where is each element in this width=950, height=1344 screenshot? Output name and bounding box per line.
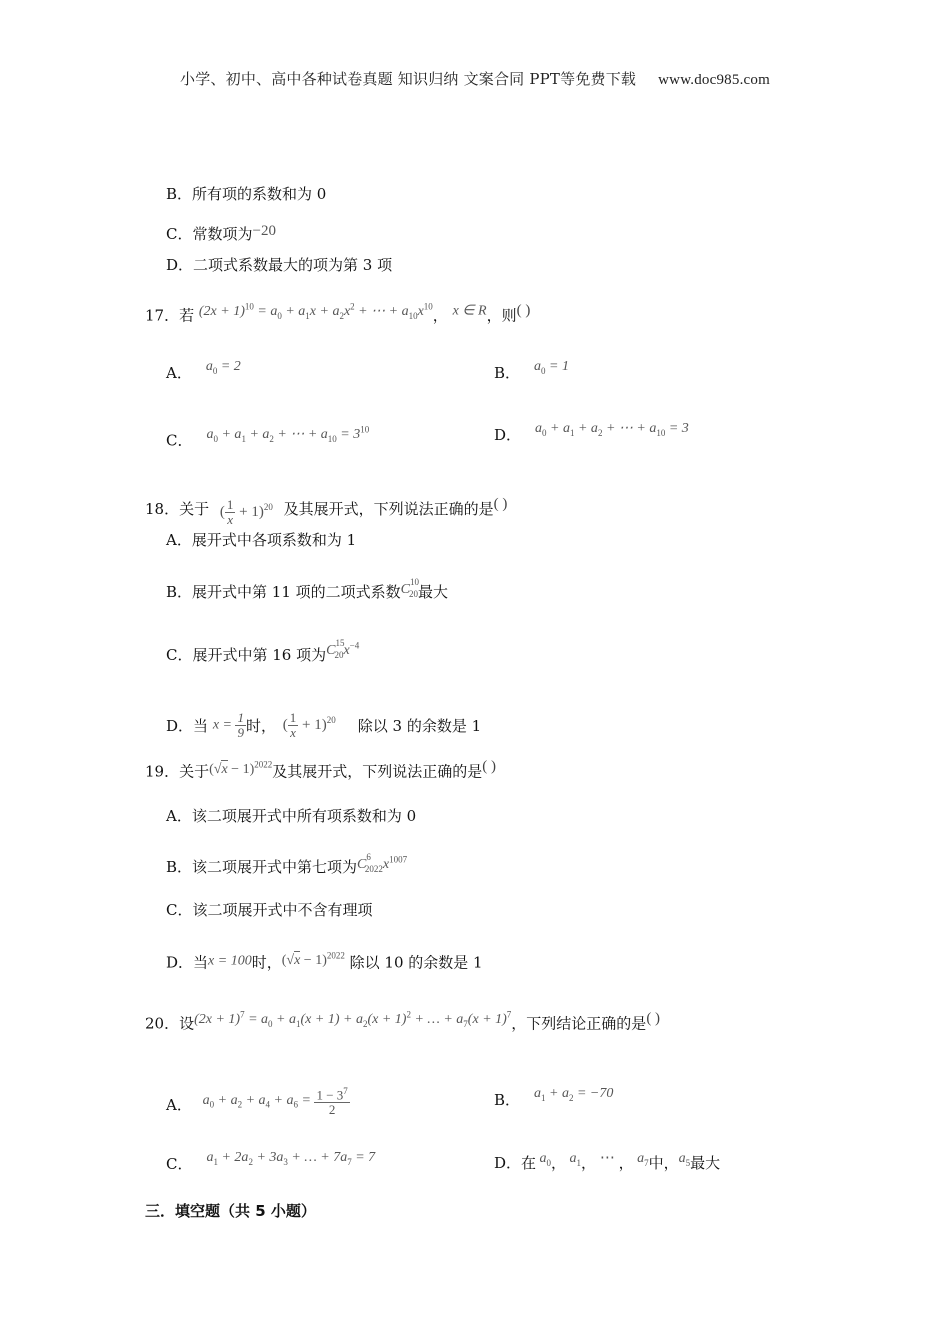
q17-option-b: B． $a_0 = 1$ (494, 359, 569, 382)
q17-option-d: D． $a_0 + a_1 + a_2$ + ⋯ + $a_{10} = 3$ (494, 421, 689, 444)
q17-option-a: A． $a_0 = 2$ (166, 359, 241, 382)
section-heading-fill-in: 三．填空题（共 5 小题） (145, 1202, 316, 1220)
q18-option-b: B．展开式中第 11 项的二项式系数$C^{10}_{20}$最大 (166, 577, 449, 601)
q19-option-d: D．当x = 100时，$(√x - 1)^{2022}$ 除以 10 的余数是 1 (166, 950, 483, 972)
q16-option-d: D．二项式系数最大的项为第 3 项 (166, 256, 393, 274)
q18-expression: ( $\frac{1}{x}$ + 1)$^{20}$ (219, 497, 273, 528)
q17-option-c: C． $a_0 + a_1 + a_2$ + ⋯ + $a_{10} = 3^{10}$ (166, 424, 370, 450)
q17-answer-blank: ( ) (516, 302, 531, 319)
q16-c-value: −20 (252, 223, 276, 239)
q18-option-a: A．展开式中各项系数和为 1 (166, 531, 357, 549)
q19-expression: $(√x - 1)^{2022}$ (209, 759, 273, 777)
q20-option-a: A． $a_0 + a_2 + a_4 + a_6$ = $\frac{1 - 3^7}{2}$ (166, 1086, 348, 1118)
q19-stem: 19．关于$(√x - 1)^{2022}$及其展开式，下列说法正确的是( ) (145, 758, 496, 781)
q20-option-c: C． $a_1 + 2a_2 + 3a_3$ + … + $7a_7 = 7$ (166, 1150, 376, 1173)
q20-answer-blank: ( ) (646, 1010, 661, 1027)
q20-stem: 20．设$(2x + 1)^7 = a_0 + a_1(x + 1) + a_2(x + 1)^2$ + … + $a_7(x + 1)^7$，下列结论正确的是( ) (145, 1009, 661, 1033)
q16-option-c: C．常数项为−20 (166, 223, 276, 243)
q19-option-b: B．该二项展开式中第七项为$C^6_{2022}x^{1007}$ (166, 852, 408, 876)
q20-formula: $(2x + 1)^7 = a_0 + a_1(x + 1) + a_2(x + 1)^2$ + … + $a_7(x + 1)^7$ (194, 1009, 512, 1029)
page-header (0, 68, 950, 89)
q16-option-b: B．所有项的系数和为 0 (166, 185, 327, 203)
q17-formula: $(2x + 1)^{10} = a_0 + a_1x + a_2x^2$ + ⋯ + $a_{10}x^{10}$ (198, 301, 433, 321)
q17-stem: 17．若 $(2x + 1)^{10} = a_0 + a_1x + a_2x^2$ + ⋯ + $a_{10}x^{10}$， x ∈ R，则( ) (145, 301, 531, 325)
q20-option-d: D．在 $a_0$， $a_1$， ⋯ ， $a_7$中，$a_5$最大 (494, 1150, 721, 1172)
q18-option-d: D．当 x = $\frac{1}{9}$ 时， ( $\frac{1}{x}$ + 1)$^{20}$ 除以 3 的余数是 1 (166, 710, 482, 741)
q18-stem: 18．关于 ( $\frac{1}{x}$ + 1)$^{20}$ 及其展开式，下列说法正确的是( ) (145, 496, 508, 528)
q17-condition: x ∈ R (452, 303, 487, 319)
q19-option-c: C．该二项展开式中不含有理项 (166, 901, 373, 919)
q18-answer-blank: ( ) (493, 496, 508, 512)
q19-option-a: A．该二项展开式中所有项系数和为 0 (166, 807, 417, 825)
header-text: 小学、初中、高中各种试卷真题 知识归纳 文案合同 PPT等免费下载 (180, 70, 637, 88)
header-site[interactable]: www.doc985.com (658, 72, 770, 88)
q18-option-c: C．展开式中第 16 项为$C^{15}_{20}x^{-4}$ (166, 638, 360, 664)
q19-answer-blank: ( ) (482, 758, 496, 775)
q20-option-b: B． $a_1 + a_2 = -70$ (494, 1086, 614, 1109)
